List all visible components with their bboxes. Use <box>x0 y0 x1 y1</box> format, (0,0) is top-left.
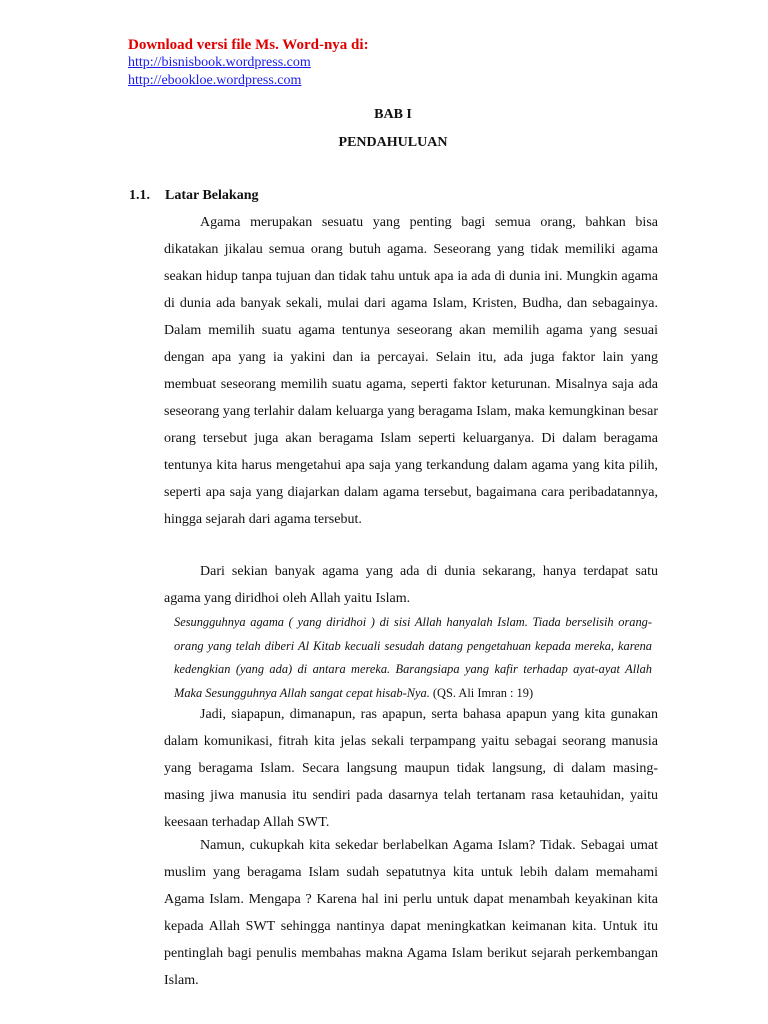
chapter-title: PENDAHULUAN <box>338 135 448 150</box>
section-number: 1.1. <box>129 188 150 203</box>
section-heading <box>129 188 258 204</box>
chapter-number: BAB I <box>374 107 412 122</box>
quote-text: Sesungguhnya agama ( yang diridhoi ) di sisi Allah hanyalah Islam. Tiada berselisih orang-orang yang telah diberi Al Kitab kecuali sesudah datang pengetahuan kepada mereka, karena kedengkian (yang ada) di antara mereka. Barangsiapa yang kafir terhadap ayat-ayat Allah Maka Sesungguhnya Allah sangat cepat hisab-Nya. <box>174 615 652 700</box>
quran-quote <box>174 611 652 705</box>
download-header <box>128 36 648 90</box>
link-bisnisbook[interactable]: http://bisnisbook.wordpress.com <box>128 55 311 70</box>
paragraph-text: Dari sekian banyak agama yang ada di dunia sekarang, hanya terdapat satu agama yang diridhoi oleh Allah yaitu Islam. <box>164 564 658 606</box>
paragraph-4 <box>164 832 658 994</box>
paragraph-2 <box>164 558 658 612</box>
quote-reference: (QS. Ali Imran : 19) <box>432 685 534 700</box>
paragraph-text: Agama merupakan sesuatu yang penting bagi semua orang, bahkan bisa dikatakan jikalau semua orang butuh agama. Seseorang yang tidak memiliki agama seakan hidup tanpa tujuan dan tidak tahu untuk apa ia ada di dunia ini. Mungkin agama di dunia ada banyak sekali, mulai dari agama Islam, Kristen, Budha, dan sebagainya. Dalam memilih suatu agama tentunya seseorang akan memilih agama yang sesuai dengan apa yang ia yakini dan ia percayai. Selain itu, ada juga faktor lain yang membuat seseorang memilih suatu agama, seperti faktor keturunan. Misalnya saja ada seseorang yang terlahir dalam keluarga yang beragama Islam, maka kemungkinan besar orang tersebut juga akan beragama Islam seperti keluarganya. Di dalam beragama tentunya kita harus mengetahui apa saja yang terkandung dalam agama yang kita pilih, seperti apa saja yang diajarkan dalam agama tersebut, bagaimana cara peribadatannya, hingga sejarah dari agama tersebut. <box>164 215 658 527</box>
section-title: Latar Belakang <box>165 188 259 203</box>
paragraph-3 <box>164 701 658 836</box>
link-ebookloe[interactable]: http://ebookloe.wordpress.com <box>128 73 302 88</box>
paragraph-text: Jadi, siapapun, dimanapun, ras apapun, serta bahasa apapun yang kita gunakan dalam komunikasi, fitrah kita jelas sekali terpampang yaitu sebagai seorang manusia yang beragama Islam. Secara langsung maupun tidak langsung, di dalam masing-masing jiwa manusia itu sendiri pada dasarnya telah tertanam rasa ketauhidan, yaitu keesaan terhadap Allah SWT. <box>164 707 658 830</box>
paragraph-1 <box>164 209 658 533</box>
paragraph-text: Namun, cukupkah kita sekedar berlabelkan Agama Islam? Tidak. Sebagai umat muslim yang beragama Islam sudah sepatutnya kita untuk lebih dalam memahami Agama Islam. Mengapa ? Karena hal ini perlu untuk dapat menambah keyakinan kita kepada Allah SWT sehingga nantinya dapat meningkatkan keimanan kita. Untuk itu pentinglah bagi penulis membahas makna Agama Islam berikut sejarah perkembangan Islam. <box>164 838 658 988</box>
download-label: Download versi file Ms. Word-nya di: <box>128 37 369 53</box>
